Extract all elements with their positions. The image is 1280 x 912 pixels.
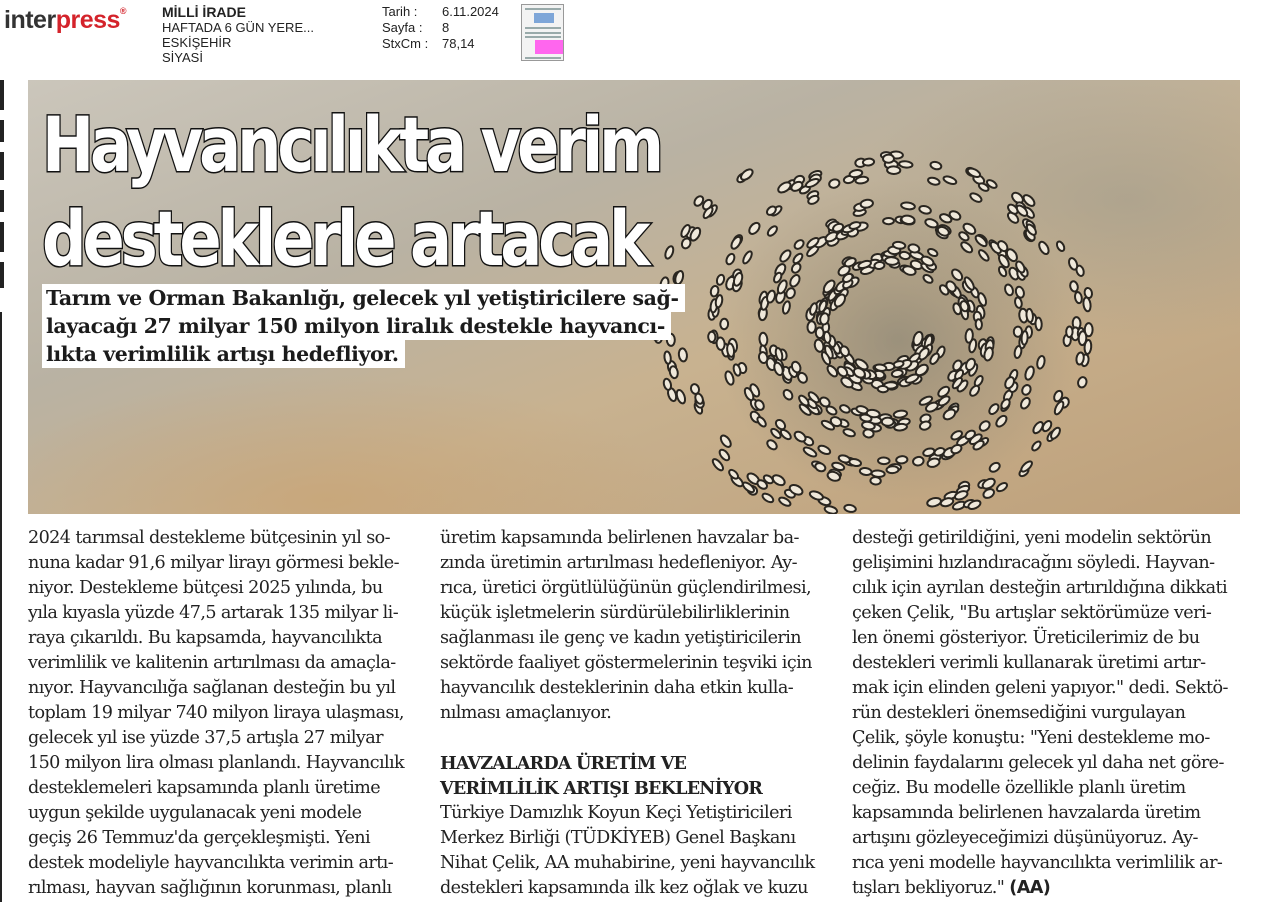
body-text-line: sektörde faaliyet göstermelerinin teşviki için — [440, 653, 812, 673]
body-text-line: hayvancılık desteklerinin daha etkin kulla- — [440, 678, 794, 698]
body-text-line: geçiş 26 Temmuz'da gerçekleşmişti. Yeni — [28, 828, 371, 848]
meta-page — [382, 20, 499, 36]
body-text-line: len önemi gösteriyor. Üreticilerimiz de bu — [852, 628, 1200, 648]
sheep-mark — [863, 158, 875, 166]
body-text-line: tışları bekliyoruz." (AA) — [852, 878, 1051, 898]
sheep-mark — [927, 176, 940, 185]
sheep-mark — [1021, 384, 1033, 396]
sheep-mark — [1067, 257, 1078, 271]
body-text-line: rıca yeni modelle hayvancılıkta verimlilik ar- — [852, 853, 1223, 873]
lede-line: layacağı 27 milyar 150 milyon liralık destekle hayvancı- — [42, 312, 671, 340]
sheep-mark — [1000, 398, 1012, 411]
sheep-mark — [825, 405, 838, 416]
sheep-mark — [942, 407, 957, 421]
meta-key: Tarih : — [382, 4, 418, 19]
sheep-mark — [874, 261, 885, 269]
sheep-mark — [809, 490, 824, 501]
body-text-line: destek modeliyle hayvancılıkta verimin artı- — [28, 853, 394, 873]
sheep-mark — [982, 487, 996, 499]
meta-date — [382, 4, 499, 20]
meta-value: 6.11.2024 — [442, 4, 499, 19]
sheep-mark — [739, 167, 754, 181]
sheep-mark — [728, 468, 740, 480]
body-text-line: verimlilik ve kalitenin artırılması da amaçla- — [28, 653, 396, 673]
sheep-mark — [844, 504, 857, 513]
sheep-mark — [1077, 376, 1088, 388]
page-thumbnail[interactable] — [521, 4, 564, 61]
sheep-mark — [977, 249, 990, 263]
sheep-mark — [1024, 365, 1036, 380]
sheep-mark — [790, 262, 802, 275]
publication-info — [162, 5, 314, 65]
sheep-mark — [1083, 297, 1092, 312]
sheep-mark — [901, 202, 916, 210]
sheep-mark — [747, 221, 761, 236]
sheep-mark — [899, 251, 911, 260]
body-text-line: gelişimini hızlandıracağını söyledi. Hayvan- — [852, 553, 1215, 573]
body-text-line: küçük işletmelerin sürdürülebilirliklerinin — [440, 603, 790, 623]
sheep-mark — [1055, 240, 1065, 252]
meta-value: 78,14 — [442, 36, 475, 51]
sheep-mark — [1015, 286, 1026, 299]
publication-category: SİYASİ — [162, 50, 203, 65]
sheep-mark — [870, 477, 881, 485]
sheep-mark — [782, 388, 794, 401]
sheep-mark — [838, 454, 851, 464]
sheep-mark — [716, 274, 726, 286]
sheep-mark — [759, 332, 768, 346]
body-text-line: zında üretimin artırılması hedefleniyor. Ay- — [440, 553, 797, 573]
clipping-meta — [382, 4, 499, 52]
sheep-mark — [814, 339, 825, 353]
sheep-mark — [793, 430, 808, 444]
sheep-mark — [893, 410, 907, 419]
sheep-mark — [959, 240, 973, 254]
margin-rule — [0, 80, 4, 900]
sheep-mark — [878, 457, 890, 464]
sheep-mark — [968, 384, 981, 397]
sheep-mark — [860, 199, 873, 209]
sheep-mark — [969, 192, 983, 204]
body-text-line: rün destekleri önemsediğini vurgulayan — [852, 703, 1186, 723]
body-text-line: rıca, üretici örgütlülüğünün güçlendirilmesi, — [440, 578, 811, 598]
body-text-line: sağlanması ile genç ve kadın yetiştiricilerin — [440, 628, 801, 648]
publication-frequency: HAFTADA 6 GÜN YERE... — [162, 20, 314, 35]
sheep-mark — [882, 418, 894, 426]
logo-text: inter — [4, 6, 56, 34]
body-text-line: raya çıkarıldı. Bu kapsamda, hayvancılıkta — [28, 628, 382, 648]
sheep-mark — [828, 178, 840, 189]
sheep-mark — [977, 292, 988, 306]
sheep-mark — [1035, 317, 1042, 330]
sheep-mark — [711, 457, 725, 471]
sheep-mark — [1049, 426, 1061, 440]
sheep-mark — [877, 386, 888, 393]
body-text-line: 150 milyon lira olması planlandı. Hayvancılık — [28, 753, 405, 773]
sheep-mark — [766, 225, 778, 238]
body-text-line: niyor. Destekleme bütçesi 2025 yılında, bu — [28, 578, 383, 598]
sheep-mark — [690, 383, 701, 395]
body-column-3 — [852, 526, 1242, 901]
body-text-line: nıyor. Hayvancılığa sağlanan desteğin bu yıl — [28, 678, 396, 698]
body-text-line: desteği getirildiğini, yeni modelin sektörün — [852, 528, 1212, 548]
lede-line: lıkta verimlilik artışı hedefliyor. — [42, 340, 405, 368]
sheep-mark — [1084, 340, 1092, 355]
subheading-line: HAVZALARDA ÜRETİM VE — [440, 753, 687, 774]
body-text-line: yıla kıyasla yüzde 47,5 artarak 135 milyar li- — [28, 603, 399, 623]
sheep-mark — [974, 234, 988, 248]
sheep-mark — [814, 462, 827, 473]
sheep-mark — [975, 319, 982, 330]
sheep-mark — [966, 167, 981, 179]
news-agency-credit: (AA) — [1009, 878, 1051, 898]
sheep-mark — [887, 166, 900, 174]
body-text-line: nuna kadar 91,6 milyar lirayı görmesi bekle- — [28, 553, 399, 573]
sheep-mark — [816, 327, 824, 338]
sheep-mark — [1036, 355, 1046, 369]
sheep-mark — [720, 319, 728, 330]
body-text-line: artışını gözleyeceğimizi düşünüyoruz. Ay- — [852, 828, 1198, 848]
sheep-mark — [805, 177, 820, 188]
sheep-mark — [1066, 326, 1073, 337]
sheep-mark — [766, 290, 777, 304]
sheep-mark — [708, 332, 716, 342]
lede — [42, 284, 682, 368]
meta-key: StxCm : — [382, 36, 429, 51]
sheep-mark — [1020, 460, 1034, 474]
sheep-mark — [779, 428, 792, 441]
sheep-mark — [1032, 420, 1045, 434]
body-text-line: ceğiz. Bu modelle özellikle planlı üretim — [852, 778, 1186, 798]
sheep-mark — [776, 180, 792, 194]
sheep-mark — [719, 434, 733, 449]
interpress-logo — [4, 6, 126, 35]
sheep-mark — [730, 235, 743, 250]
body-text-line: Türkiye Damızlık Koyun Keçi Yetiştiricileri — [440, 803, 792, 823]
sheep-mark — [943, 175, 958, 186]
headline-line: desteklerle artacak — [42, 194, 647, 283]
body-column-2 — [440, 526, 825, 901]
sheep-mark — [807, 321, 816, 333]
sheep-mark — [883, 155, 894, 163]
body-text-line: çeken Çelik, "Bu artışlar sektörümüze veri- — [852, 603, 1212, 623]
sheep-mark — [978, 419, 992, 432]
sheep-mark — [1074, 291, 1083, 303]
sheep-mark — [826, 364, 839, 378]
sheep-mark — [756, 416, 768, 428]
sheep-mark — [664, 245, 675, 260]
sheep-mark — [839, 404, 851, 414]
sheep-mark — [885, 257, 899, 265]
sheep-mark — [1069, 280, 1079, 292]
sheep-mark — [922, 273, 934, 284]
body-column-1 — [28, 526, 413, 901]
sheep-mark — [896, 456, 908, 464]
sheep-mark — [1019, 396, 1031, 410]
subheading-line: VERİMLİLİK ARTIŞI BEKLENİYOR — [440, 778, 763, 799]
sheep-mark — [675, 389, 687, 405]
sheep-mark — [859, 467, 872, 475]
sheep-mark — [724, 370, 735, 385]
meta-size — [382, 36, 499, 52]
sheep-mark — [771, 473, 787, 487]
sheep-mark — [918, 205, 931, 215]
body-text-line: delinin faydalarını gelecek yıl daha net göre- — [852, 753, 1224, 773]
meta-key: Sayfa : — [382, 20, 423, 35]
body-text-line: gelecek yıl ise yüzde 37,5 artışla 27 milyar — [28, 728, 383, 748]
sheep-mark — [793, 238, 805, 250]
body-text-line: cılık için ayrılan desteğin artırıldığına dikkati — [852, 578, 1227, 598]
sheep-mark — [994, 414, 1008, 428]
sheep-mark — [718, 448, 731, 462]
sheep-mark — [663, 378, 673, 391]
lede-line: Tarım ve Orman Bakanlığı, gelecek yıl yetiştiricilere sağ- — [42, 284, 685, 312]
body-text-line: destekleri kapsamında ilk kez oğlak ve kuzu — [440, 878, 808, 898]
body-text-line: toplam 19 milyar 740 milyon liraya ulaşması, — [28, 703, 404, 723]
sheep-flock-photo — [28, 80, 1240, 514]
body-text-line: rılması, hayvan sağlığının korunması, planlı — [28, 878, 392, 898]
meta-value: 8 — [442, 20, 450, 35]
article-location-highlight — [535, 40, 563, 54]
sheep-mark — [996, 481, 1009, 492]
sheep-mark — [824, 505, 838, 514]
sheep-mark — [725, 253, 736, 266]
body-text-line: üretim kapsamında belirlenen havzalar ba- — [440, 528, 799, 548]
sheep-mark — [908, 243, 921, 254]
sheep-mark — [1031, 440, 1042, 452]
sheep-mark — [1021, 331, 1028, 345]
publication-city: ESKİŞEHİR — [162, 35, 232, 50]
headline-line: Hayvancılıkta verim — [42, 100, 660, 189]
sheep-mark — [988, 461, 1001, 474]
sheep-mark — [926, 497, 942, 508]
body-text-line: mak için elinden geleni yapıyor." dedi. Sektö- — [852, 678, 1228, 698]
body-text-line: desteklemeleri kapsamında planlı üretime — [28, 778, 381, 798]
sheep-mark — [950, 268, 964, 282]
sheep-mark — [987, 402, 1000, 415]
logo-text-accent: press — [55, 6, 120, 34]
sheep-mark — [927, 248, 939, 258]
sheep-mark — [893, 241, 906, 249]
sheep-mark — [817, 444, 831, 456]
body-text-line: destekleri verimli kullanarak üretimi artır- — [852, 653, 1206, 673]
sheep-mark — [1037, 240, 1050, 255]
body-text-line: uygun şekilde uygulanacak yeni modele — [28, 803, 362, 823]
sheep-mark — [950, 443, 963, 455]
sheep-mark — [930, 161, 942, 171]
sheep-mark — [871, 470, 885, 477]
sheep-mark — [782, 301, 791, 315]
body-text-line: Nihat Çelik, AA muhabirine, yeni hayvancılık — [440, 853, 815, 873]
registered-mark: ® — [119, 6, 127, 16]
headline — [42, 98, 660, 286]
body-text-line: nılması amaçlanıyor. — [440, 703, 612, 723]
sheep-mark — [1053, 400, 1065, 415]
body-text-line: 2024 tarımsal destekleme bütçesinin yıl so- — [28, 528, 390, 548]
sheep-mark — [766, 438, 779, 451]
sheep-mark — [899, 161, 913, 169]
sheep-mark — [940, 497, 954, 508]
sheep-mark — [883, 218, 894, 224]
sheep-mark — [802, 446, 817, 459]
body-text-line: Çelik, şöyle konuştu: "Yeni destekleme mo- — [852, 728, 1210, 748]
sheep-mark — [1004, 283, 1015, 296]
sheep-mark — [788, 273, 801, 288]
sheep-mark — [778, 249, 792, 264]
body-text-line: Merkez Birliği (TÜDKİYEB) Genel Başkanı — [440, 828, 796, 848]
publication-name: MİLLİ İRADE — [162, 4, 246, 20]
sheep-mark — [843, 428, 856, 438]
sheep-mark — [1026, 309, 1034, 323]
body-text-line: kapsamında belirlenen havzalarda üretim — [852, 803, 1201, 823]
sheep-mark — [761, 492, 775, 504]
sheep-mark — [912, 456, 924, 466]
sheep-mark — [742, 250, 754, 265]
sheep-mark — [886, 466, 898, 473]
